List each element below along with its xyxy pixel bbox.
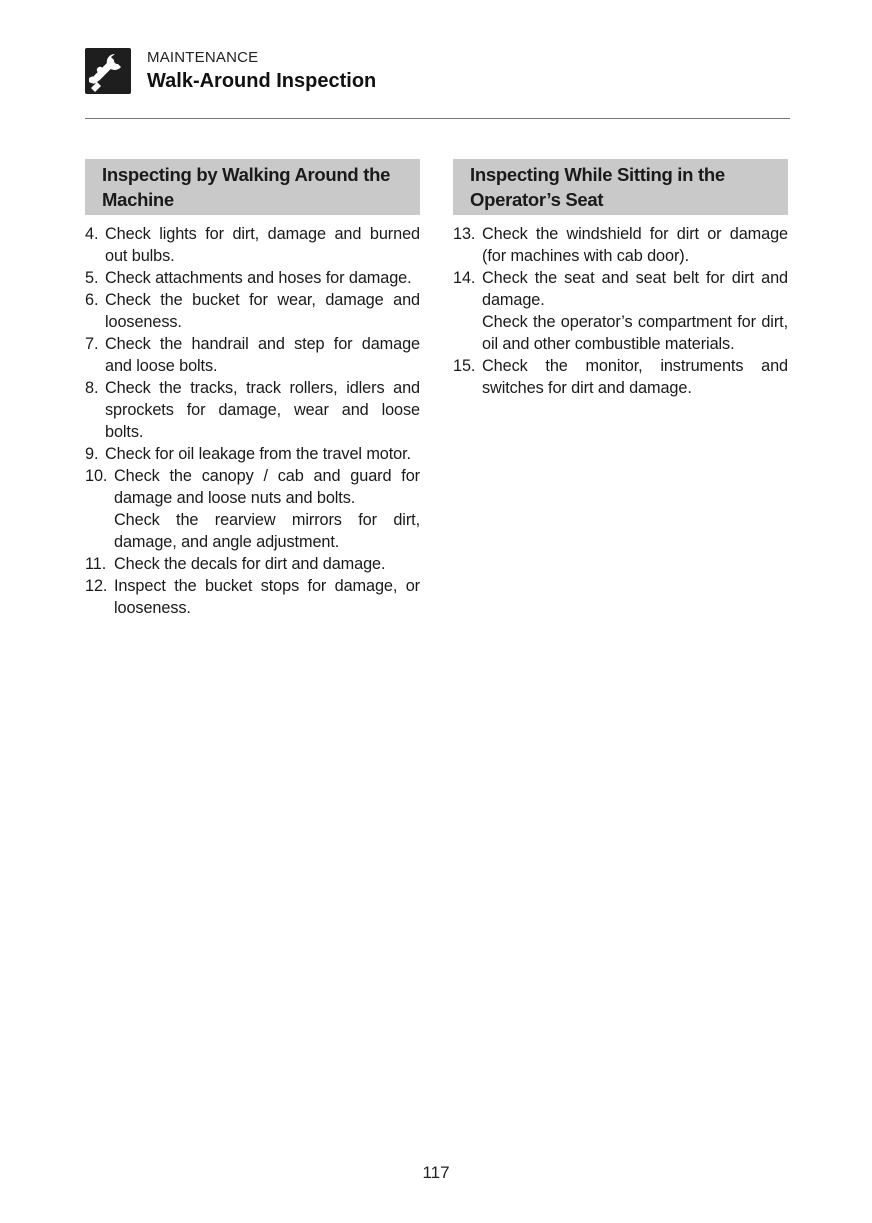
item-number: 12. xyxy=(85,577,108,595)
item-number: 10. xyxy=(85,467,108,485)
header-divider xyxy=(85,118,790,119)
item-number: 7. xyxy=(85,335,99,353)
item-number: 8. xyxy=(85,379,99,397)
right-heading-line-2: Operator’s Seat xyxy=(470,189,604,210)
section-label: MAINTENANCE xyxy=(147,49,259,66)
list-item xyxy=(453,223,788,267)
left-heading-line-1: Inspecting by Walking Around the xyxy=(102,164,391,185)
item-number: 9. xyxy=(85,445,99,463)
list-item xyxy=(85,289,420,333)
list-item xyxy=(453,355,788,399)
page-number: 117 xyxy=(422,1163,450,1182)
item-number: 6. xyxy=(85,291,99,309)
right-heading-line-1: Inspecting While Sitting in the xyxy=(470,164,725,185)
left-inspection-list xyxy=(85,223,420,619)
left-column-heading xyxy=(85,159,420,215)
list-item xyxy=(85,377,420,443)
item-text: Check the tracks, track rollers, idlers and sprockets for damage, wear and loose bolts. xyxy=(105,379,420,441)
list-item xyxy=(85,267,420,289)
item-text: Check the handrail and step for damage and loose bolts. xyxy=(105,335,420,375)
list-item xyxy=(85,333,420,377)
item-number: 4. xyxy=(85,225,99,243)
item-text: Inspect the bucket stops for damage, or looseness. xyxy=(114,577,420,617)
left-heading-line-2: Machine xyxy=(102,189,174,210)
item-text: Check the operator’s compartment for dirt, oil and other combustible materials. xyxy=(482,313,788,353)
left-column xyxy=(85,159,420,619)
item-number: 11. xyxy=(85,555,107,573)
list-item xyxy=(453,267,788,355)
item-text: Check the decals for dirt and damage. xyxy=(114,555,386,573)
item-text: Check the rearview mirrors for dirt, damage, and angle adjustment. xyxy=(114,511,420,551)
item-text: Check attachments and hoses for damage. xyxy=(105,269,412,287)
item-text: Check the bucket for wear, damage and looseness. xyxy=(105,291,420,331)
item-number: 14. xyxy=(453,269,476,287)
list-item xyxy=(85,553,420,575)
list-item xyxy=(85,465,420,553)
item-text: Check for oil leakage from the travel motor. xyxy=(105,445,411,463)
wrench-maintenance-icon xyxy=(85,48,131,94)
right-column-heading xyxy=(453,159,788,215)
item-text: Check the monitor, instruments and switches for dirt and damage. xyxy=(482,357,788,397)
right-inspection-list xyxy=(453,223,788,399)
item-text: Check the windshield for dirt or damage (for machines with cab door). xyxy=(482,225,788,265)
item-number: 15. xyxy=(453,357,476,375)
list-item xyxy=(85,443,420,465)
item-text: Check lights for dirt, damage and burned out bulbs. xyxy=(105,225,420,265)
item-number: 5. xyxy=(85,269,99,287)
right-column xyxy=(453,159,788,399)
page-title: Walk-Around Inspection xyxy=(147,70,377,92)
item-text: Check the seat and seat belt for dirt and damage. xyxy=(482,269,788,309)
list-item xyxy=(85,223,420,267)
item-text: Check the canopy / cab and guard for damage and loose nuts and bolts. xyxy=(114,467,420,507)
list-item xyxy=(85,575,420,619)
item-number: 13. xyxy=(453,225,476,243)
